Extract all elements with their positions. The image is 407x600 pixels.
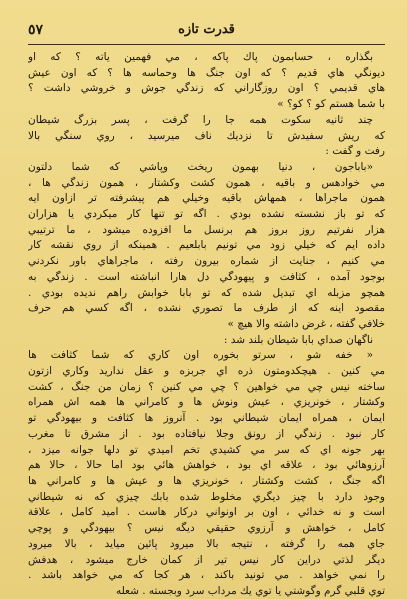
paragraph bbox=[28, 348, 385, 599]
page-body bbox=[28, 50, 385, 600]
text-line: «باباجون ، دنيا بهمون ريخت وپاشي كه شما دلتون bbox=[28, 160, 373, 173]
text-line: ديونگي هاي قديم ؟ كه اون جنگ ها وحماسه ها ؟ كه اون عيش bbox=[28, 66, 385, 79]
text-line: جاي همه را گرفته ، نتيجه بالا ميرود پائين ميايد ، بالا ميرود bbox=[28, 537, 385, 550]
page-header bbox=[28, 22, 385, 44]
text-line: توي قلبي گرم وگوشتي يا توي يك مرداب سرد وبجسته . شعله bbox=[115, 584, 385, 597]
paragraph bbox=[28, 160, 385, 333]
paragraph bbox=[28, 113, 385, 160]
text-line: كامل ، خواهش و آرزوي حقيقي ديگه نيس ؟ بيهودگي و پوچي bbox=[28, 522, 385, 535]
text-line: همون ماجراها ، همهاش باقيه وخيلي هم پيشرفته تر ازاون ايه bbox=[28, 192, 385, 205]
text-line: چند ثانيه سكوت همه جا را گرفت ، پسر بزرگ شيطان bbox=[28, 113, 373, 126]
text-line: بوجود آمده ، كثافت و پيهودگي دل هارا انباشته است . زندگي به bbox=[28, 270, 385, 283]
text-line: « خفه شو ، سرتو بخوره اون كاري كه شما كثافت ها bbox=[28, 349, 373, 362]
text-line: مقصود اينه كه از طرف ما تصوري نشده ، اگه كسي هم حرف bbox=[28, 302, 385, 315]
text-line: اگه جنگ ، كشت وكشتار ، خونريزي ها و عيش ها و كامراني ها bbox=[28, 474, 385, 487]
text-line: ايمان ، همراه ايمان شيطاني بود . آنروز ها كثافت و بيهودگي تو bbox=[28, 412, 385, 425]
text-line: است و نه خدائي ، اون بر اونواني دركار هاست . اميد كامل ، علاقة bbox=[28, 506, 385, 519]
text-line: همچو مزبله اي تبديل شده كه تو بابا خوابش راهم نديده بودي . bbox=[28, 286, 385, 299]
text-line: مي كنين . هيچكدومتون ذره اي جربزه و عقل نداريد وكاري ازتون bbox=[28, 365, 385, 378]
text-line: خلافي گفته ، غرض داشته والا هيچ » bbox=[227, 317, 385, 330]
text-line: كه تو باز نشسته نشده بودي . اگه تو تنها كار ميكردي يا هزاران bbox=[28, 208, 385, 221]
text-line: مي خوادهس و باقيه ، همون كشت وكشتار ، همون زندگي ها ، bbox=[28, 176, 385, 189]
text-line: هاي قديمي ؟ اون روزگاراني كه زندگي جوش و خروشي داشت ؟ bbox=[28, 82, 385, 95]
text-line: ساخته نيس چي مي خواهين ؟ چي مي كنين ؟ زمان من جنگ ، كشت bbox=[28, 380, 385, 393]
text-line: بهر جونه اي كه سر مي كشيدي تخم اميدي تو دلها جوانه ميزد ، bbox=[28, 443, 385, 456]
text-line: كار نبود . زندگي از رونق وجلا نيافتاده بود . از مشرق تا مغرب bbox=[28, 427, 385, 440]
text-line: كه ريش سفيدش تا نزديك ناف ميرسيد ، روي سنگي بالا bbox=[28, 129, 385, 142]
header-rule bbox=[28, 44, 385, 45]
text-line: وكشتار ، خونريزي ، عيش ونوش ها و كامراني ها همه اش همراه bbox=[28, 396, 385, 409]
text-line: با شما هستم كو ؟ كو؟ » bbox=[277, 98, 385, 111]
text-line: بگذاره ، حسابمون پاك پاكه ، مي فهمين ياته ؟ كه او bbox=[28, 51, 373, 63]
text-line: را نمي خواهد . مي تونيد باكند ، هر كجا كه مي خواهد باشد . bbox=[28, 569, 385, 582]
text-line: داده ايم كه خيلي زود مي تونيم بابلعيم . همينكه از روي نقشه كار bbox=[28, 239, 385, 252]
text-line: ناگهان صداي بابا شيطان بلند شد : bbox=[223, 333, 373, 346]
text-line: وجود دارد با چيز ديگري مخلوط شده بابك چيزي كه نه شيطاني bbox=[28, 490, 385, 503]
running-title: قدرت تازه bbox=[178, 22, 235, 37]
paragraph bbox=[28, 333, 385, 349]
text-line: ديگر لذتي دراين كار نيس تير از كمان خارج ميشود ، هدفش bbox=[28, 553, 385, 566]
text-line: آرزوهائي بود ، علاقه اي بود ، خواهش هائي بود اما حالا ، حالا هم bbox=[28, 459, 385, 472]
text-line: مي كنيم ، جنايت از شماره بيرون رفته ، ماجراهاي باور نكردني bbox=[28, 255, 385, 268]
text-line: هزار نفرتيم روز بروز هم برنسل ما افزوده ميشود ، ما ترتيبي bbox=[28, 223, 385, 236]
paragraph bbox=[28, 50, 385, 113]
text-line: رفت و گفت : bbox=[325, 145, 385, 158]
page-number: ٥٧ bbox=[28, 22, 44, 38]
